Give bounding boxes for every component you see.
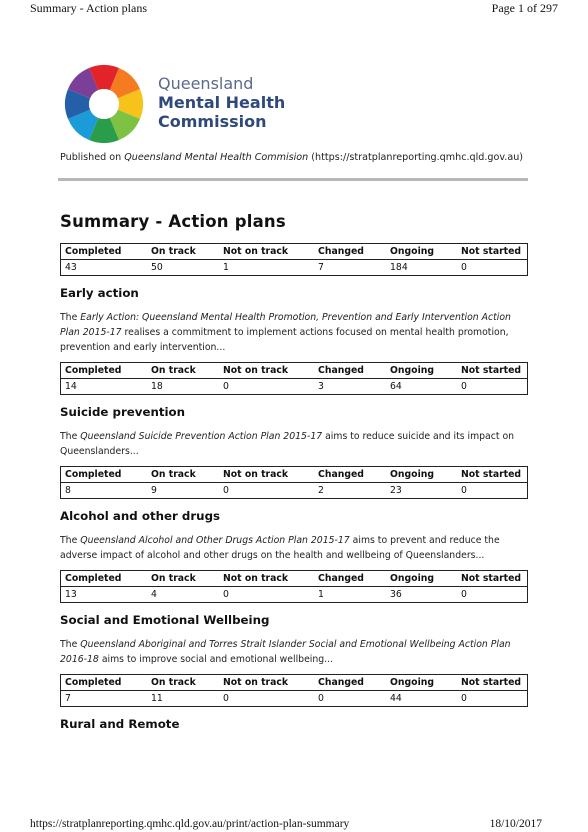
published-url[interactable]: (https://stratplanreporting.qmhc.qld.gov.au)	[308, 152, 524, 163]
table-cell: 3	[314, 379, 386, 395]
table-row	[61, 483, 528, 499]
page-number: Page 1 of 297	[491, 1, 558, 15]
column-header: Not started	[457, 571, 528, 587]
table-cell: 0	[314, 691, 386, 707]
desc-text: aims to prevent and reduce the adverse impact of alcohol and other drugs on the health and wellbeing of Queenslanders...	[60, 535, 500, 561]
column-header: Not on track	[219, 244, 314, 260]
column-header: Changed	[314, 571, 386, 587]
column-header: Not started	[457, 244, 528, 260]
divider	[58, 178, 528, 181]
table-header-row	[61, 244, 528, 260]
table-cell: 0	[219, 691, 314, 707]
column-header: Not started	[457, 467, 528, 483]
org-name-line: Commission	[158, 112, 267, 131]
action-plan-section	[60, 509, 530, 603]
column-header: Completed	[61, 467, 148, 483]
section-description	[60, 310, 530, 355]
column-header: On track	[147, 675, 219, 691]
table-cell: 184	[386, 260, 457, 276]
table-cell: 9	[147, 483, 219, 499]
table-cell: 13	[61, 587, 148, 603]
table-cell: 50	[147, 260, 219, 276]
column-header: Not on track	[219, 363, 314, 379]
desc-text: aims to improve social and emotional wellbeing...	[98, 654, 334, 665]
table-cell: 44	[386, 691, 457, 707]
column-header: Completed	[61, 571, 148, 587]
table-cell: 36	[386, 587, 457, 603]
logo-center	[89, 89, 119, 119]
section-table	[60, 674, 528, 707]
table-header-row	[61, 363, 528, 379]
section-description	[60, 533, 530, 563]
desc-text: The	[60, 312, 81, 323]
column-header: On track	[147, 571, 219, 587]
action-plan-sections	[60, 286, 530, 707]
table-cell: 7	[61, 691, 148, 707]
desc-text: The	[60, 431, 81, 442]
column-header: Completed	[61, 675, 148, 691]
desc-text: The	[60, 639, 81, 650]
table-row	[61, 379, 528, 395]
table-cell: 23	[386, 483, 457, 499]
table-cell: 2	[314, 483, 386, 499]
section-heading: Rural and Remote	[60, 717, 180, 731]
table-cell: 18	[147, 379, 219, 395]
plan-name: Early Action: Queensland Mental Health Promotion, Prevention and Early Intervention Action Plan 2015-17	[60, 312, 511, 338]
section-description	[60, 637, 530, 667]
table-cell: 7	[314, 260, 386, 276]
column-header: On track	[147, 363, 219, 379]
table-cell: 0	[457, 691, 528, 707]
table-cell: 43	[61, 260, 148, 276]
table-cell: 0	[219, 379, 314, 395]
table-cell: 4	[147, 587, 219, 603]
table-row	[61, 260, 528, 276]
summary-table	[60, 243, 528, 276]
column-header: Ongoing	[386, 467, 457, 483]
page-header-title: Summary - Action plans	[30, 1, 147, 15]
column-header: Ongoing	[386, 571, 457, 587]
table-cell: 0	[457, 379, 528, 395]
column-header: Changed	[314, 244, 386, 260]
section-table	[60, 570, 528, 603]
column-header: Not on track	[219, 675, 314, 691]
table-cell: 64	[386, 379, 457, 395]
column-header: On track	[147, 244, 219, 260]
column-header: Changed	[314, 467, 386, 483]
table-header-row	[61, 571, 528, 587]
table-cell: 0	[457, 483, 528, 499]
desc-text: realises a commitment to implement actions focused on mental health promotion, prevention and early intervention...	[60, 327, 509, 353]
column-header: Changed	[314, 363, 386, 379]
table-cell: 11	[147, 691, 219, 707]
column-header: Not started	[457, 675, 528, 691]
published-prefix: Published on	[60, 152, 125, 163]
section-heading: Early action	[60, 286, 139, 300]
column-header: Not on track	[219, 467, 314, 483]
column-header: Ongoing	[386, 363, 457, 379]
table-cell: 0	[457, 587, 528, 603]
table-row	[61, 587, 528, 603]
published-site: Queensland Mental Health Commision	[124, 152, 309, 163]
column-header: Completed	[61, 363, 148, 379]
published-note	[60, 152, 523, 163]
section-table	[60, 466, 528, 499]
table-header-row	[61, 675, 528, 691]
table-cell: 0	[457, 260, 528, 276]
org-name-line: Mental Health	[158, 93, 286, 112]
org-name-line: Queensland	[158, 74, 254, 93]
action-plan-section	[60, 286, 530, 395]
desc-text: The	[60, 535, 81, 546]
plan-name: Queensland Aboriginal and Torres Strait Islander Social and Emotional Wellbeing Action Plan 2016-18	[60, 639, 511, 665]
page-title: Summary - Action plans	[60, 212, 286, 231]
table-row	[61, 691, 528, 707]
page-url: https://stratplanreporting.qmhc.qld.gov.au/print/action-plan-summary	[30, 818, 350, 830]
column-header: Ongoing	[386, 675, 457, 691]
column-header: Not on track	[219, 571, 314, 587]
action-plan-section	[60, 613, 530, 707]
plan-name: Queensland Suicide Prevention Action Plan 2015-17	[80, 431, 323, 442]
column-header: Completed	[61, 244, 148, 260]
table-cell: 8	[61, 483, 148, 499]
section-heading: Social and Emotional Wellbeing	[60, 613, 270, 627]
section-heading: Alcohol and other drugs	[60, 509, 221, 523]
column-header: Not started	[457, 363, 528, 379]
column-header: Changed	[314, 675, 386, 691]
plan-name: Queensland Alcohol and Other Drugs Action Plan 2015-17	[80, 535, 350, 546]
organisation-name	[158, 74, 285, 131]
desc-text: aims to reduce suicide and its impact on Queenslanders...	[60, 431, 515, 457]
table-cell: 1	[219, 260, 314, 276]
table-cell: 14	[61, 379, 148, 395]
main-content	[60, 212, 530, 741]
print-date: 18/10/2017	[489, 818, 542, 830]
qmhc-logo-icon	[64, 64, 144, 144]
action-plan-section	[60, 405, 530, 499]
table-cell: 0	[219, 587, 314, 603]
column-header: Ongoing	[386, 244, 457, 260]
section-description	[60, 429, 530, 459]
table-cell: 1	[314, 587, 386, 603]
section-table	[60, 362, 528, 395]
section-heading: Suicide prevention	[60, 405, 186, 419]
table-header-row	[61, 467, 528, 483]
table-cell: 0	[219, 483, 314, 499]
column-header: On track	[147, 467, 219, 483]
